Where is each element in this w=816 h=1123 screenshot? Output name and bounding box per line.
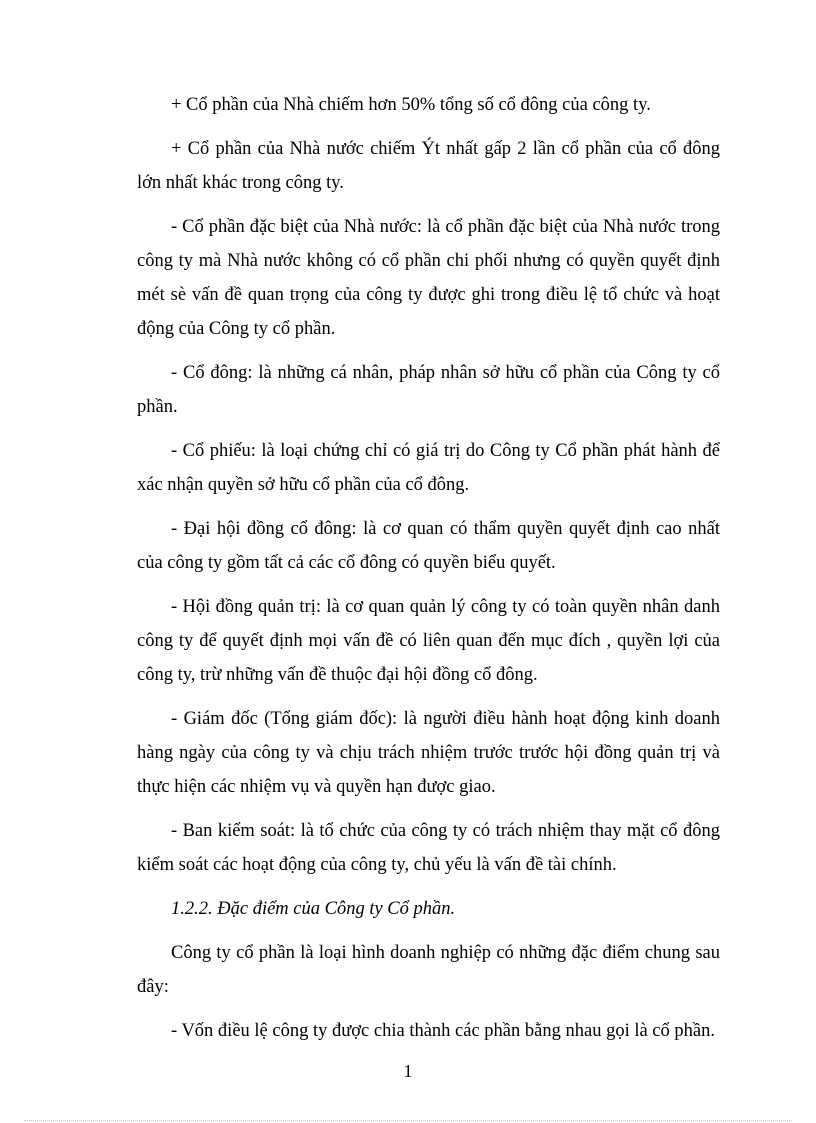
paragraph-stock: - Cổ phiếu: là loại chứng chỉ có giá trị do Công ty Cổ phần phát hành để xác nhận quyền sở hữu cổ phần của cổ đông. [137,441,720,495]
paragraph-supervisory-board: - Ban kiểm soát: là tổ chức của công ty có trách nhiệm thay mặt cổ đông kiểm soát các hoạt động của công ty, chủ yếu là vấn đề tài chính. [137,821,720,875]
paragraph-company-characteristics: Công ty cổ phần là loại hình doanh nghiệp có những đặc điểm chung sau đây: [137,943,720,997]
paragraph-general-meeting: - Đại hội đồng cổ đông: là cơ quan có thẩm quyền quyết định cao nhất của công ty gồm tất cả các cổ đông có quyền biểu quyết. [137,519,720,573]
paragraph-state-share-majority: + Cổ phần của Nhà chiếm hơn 50% tổng số cổ đông của công ty. [171,95,651,115]
paragraph-charter-capital: - Vốn điều lệ công ty được chia thành các phần bằng nhau gọi là cổ phần. [171,1021,715,1041]
paragraph-board-of-directors: - Hội đồng quản trị: là cơ quan quản lý công ty có toàn quyền nhân danh công ty để quyết định mọi vấn đề có liên quan đến mục đích , quyền lợi của công ty, trừ những vấn đề thuộc đại hội đồng cổ đông. [137,597,720,685]
page-bottom-edge [24,1120,792,1121]
paragraph-state-share-double: + Cổ phần của Nhà nước chiếm Ýt nhất gấp 2 lần cổ phần của cổ đông lớn nhất khác trong công ty. [137,139,720,193]
paragraph-special-state-share: - Cổ phần đặc biệt của Nhà nước: là cổ phần đặc biệt của Nhà nước trong công ty mà Nhà nước không có cổ phần chi phối nhưng có quyền quyết định mét sè vấn đề quan trọng của công ty được ghi trong điều lệ tổ chức và hoạt động của Công ty cổ phần. [137,217,720,339]
paragraph-shareholder: - Cổ đông: là những cá nhân, pháp nhân sở hữu cổ phần của Công ty cổ phần. [137,363,720,417]
paragraph-director: - Giám đốc (Tổng giám đốc): là người điều hành hoạt động kinh doanh hàng ngày của công ty và chịu trách nhiệm trước trước hội đồng quản trị và thực hiện các nhiệm vụ và quyền hạn được giao. [137,709,720,797]
section-heading: 1.2.2. Đặc điểm của Công ty Cổ phần. [171,899,456,919]
page-body [137,88,720,1058]
page-number: 1 [403,1061,413,1081]
